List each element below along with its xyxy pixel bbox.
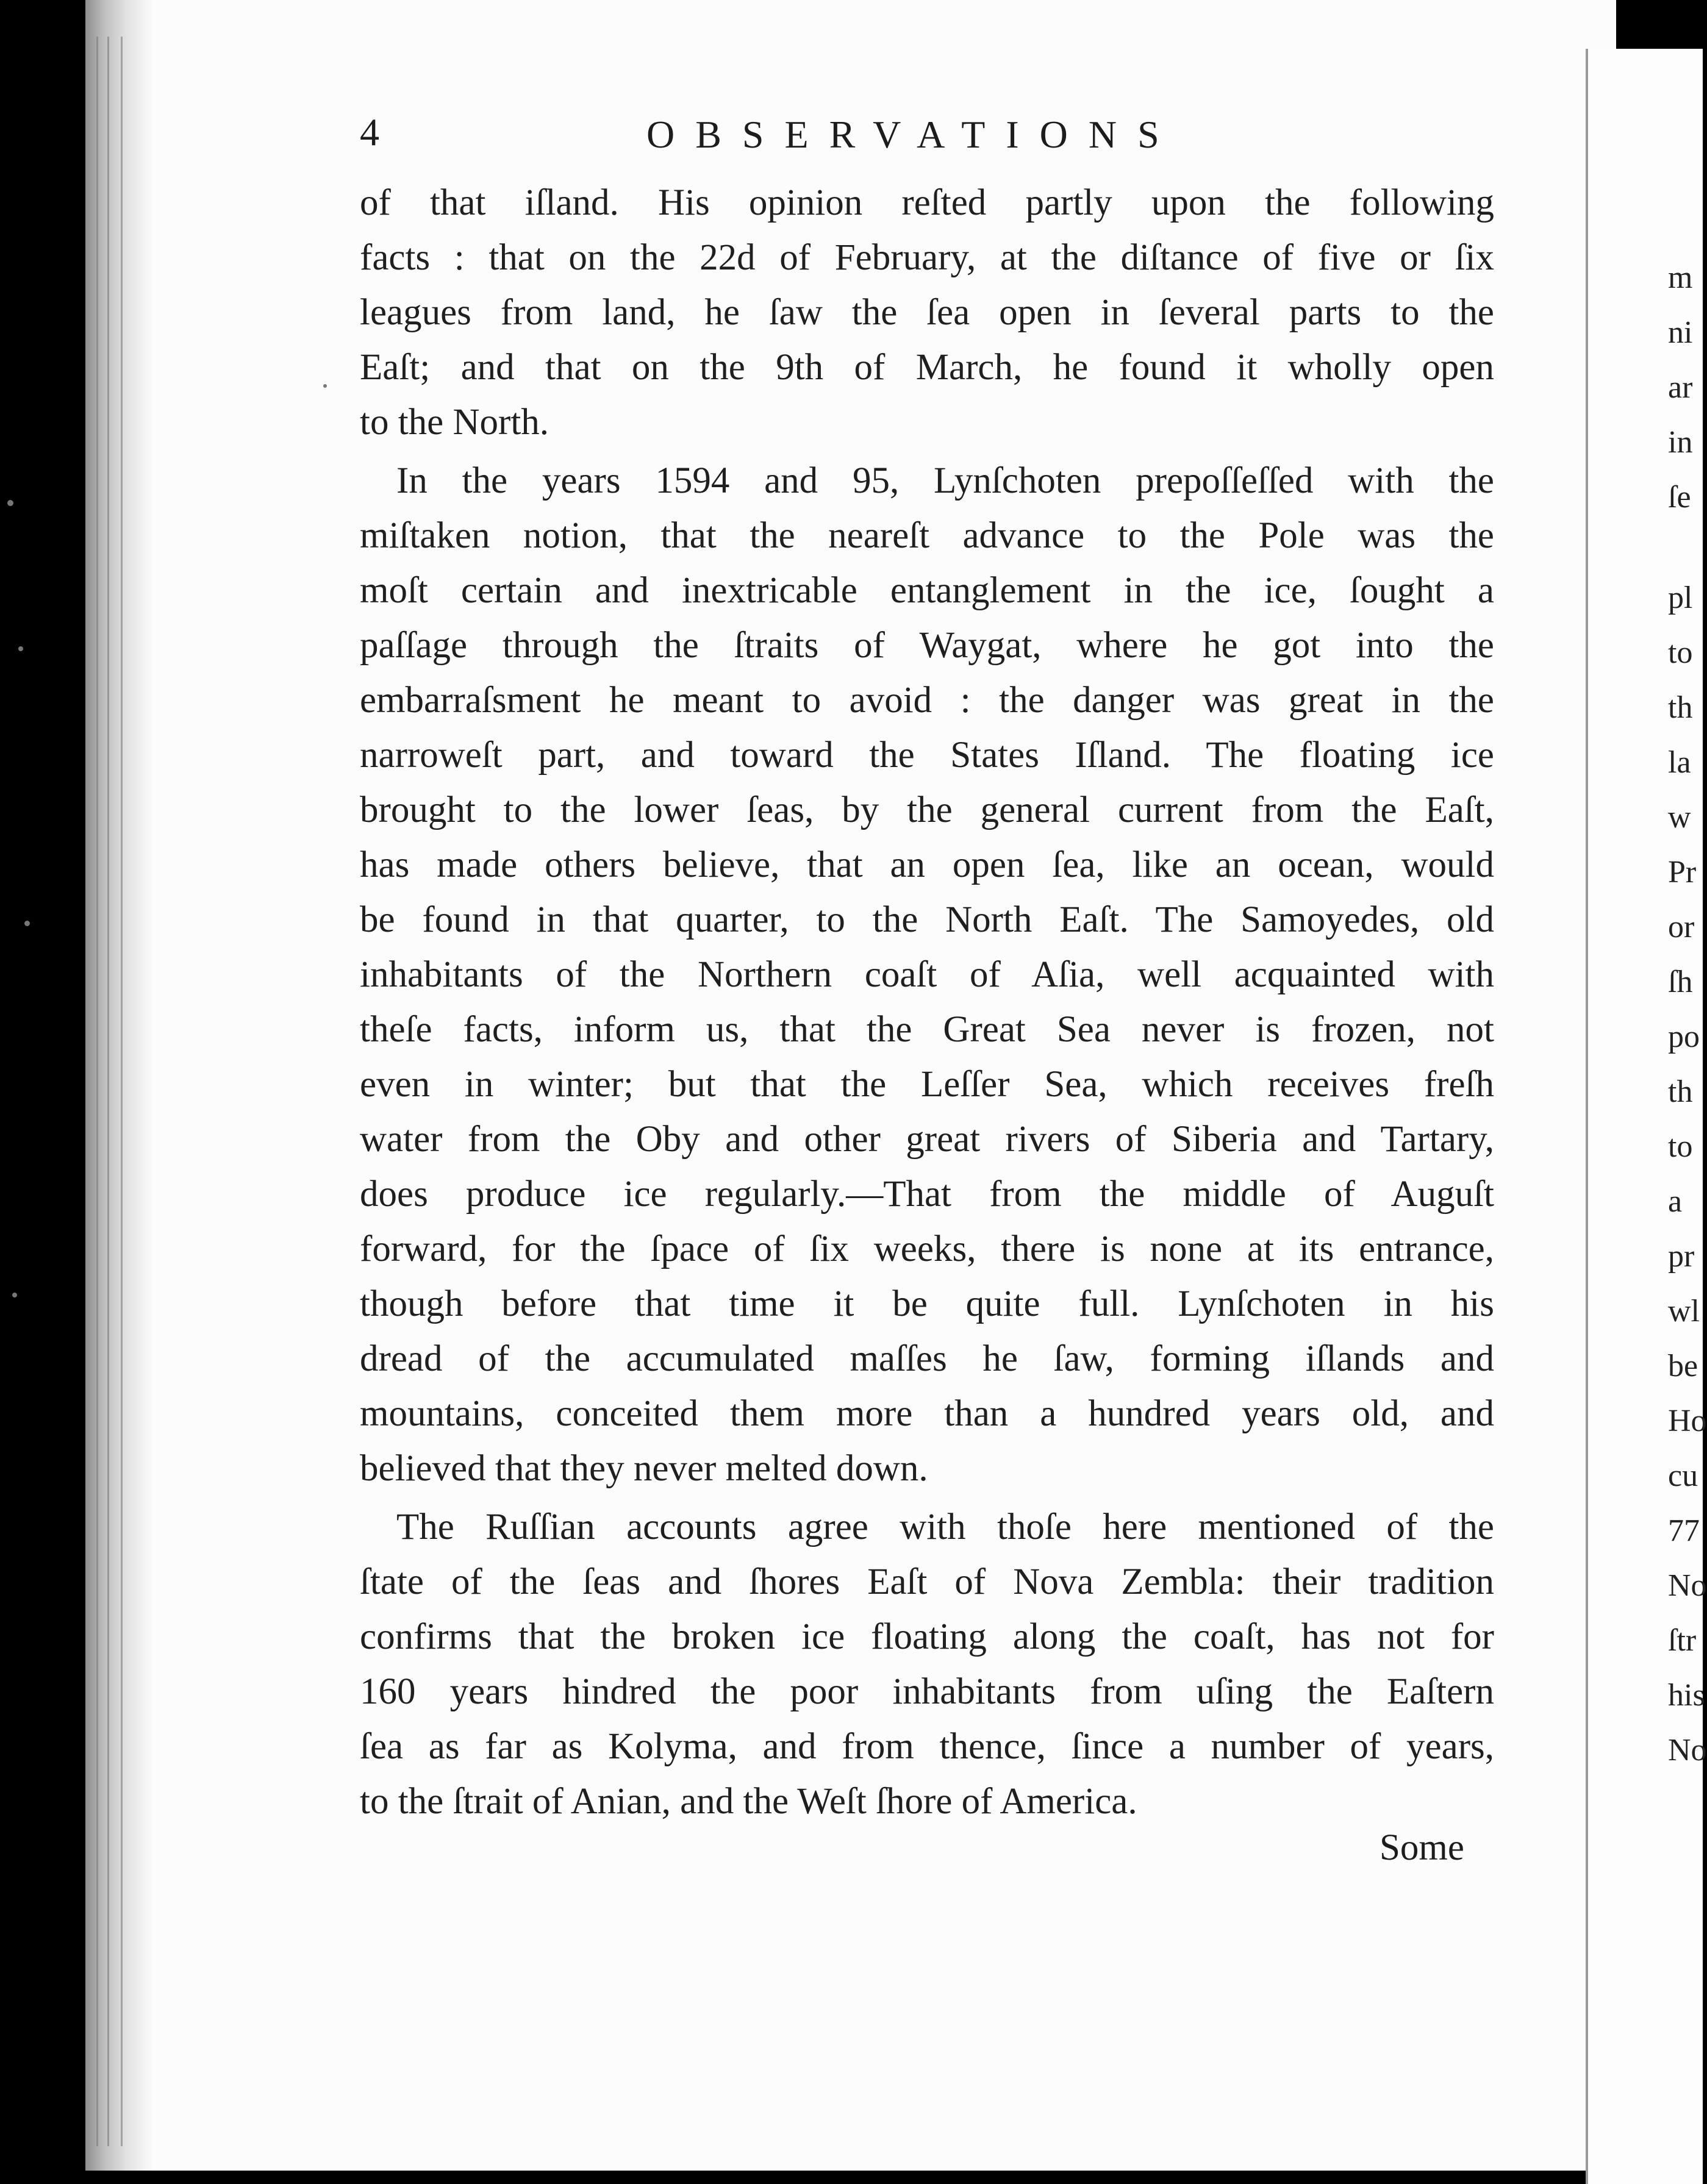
text-line: inhabitants of the Northern coaſt of Aſia, well acquainted with	[360, 954, 1494, 995]
scan-speck	[18, 646, 23, 651]
text-line: 160 years hindred the poor inhabitants from uſing the Eaſtern	[360, 1671, 1494, 1712]
next-page-fragment: m	[1668, 260, 1693, 295]
next-page-fragment: pr	[1668, 1239, 1695, 1274]
next-page-fragment: to	[1668, 1129, 1693, 1164]
page-number: 4	[360, 110, 379, 154]
next-page-fragment: his	[1668, 1678, 1705, 1713]
next-page-fragment: th	[1668, 1074, 1693, 1109]
next-page-fragment: to	[1668, 635, 1693, 670]
text-line: ſtate of the ſeas and ſhores Eaſt of Nova Zembla: their tradition	[360, 1561, 1494, 1602]
text-line: miſtaken notion, that the neareſt advance to the Pole was the	[360, 515, 1494, 556]
text-line: moſt certain and inextricable entanglement in the ice, ſought a	[360, 570, 1494, 611]
next-page-fragment: ſe	[1668, 480, 1691, 515]
next-page-fragment: th	[1668, 690, 1693, 725]
next-page-fragment: be	[1668, 1349, 1698, 1383]
text-line: to the North.	[360, 402, 549, 443]
next-page-fragment: No	[1668, 1733, 1707, 1768]
next-page-fragment: ar	[1668, 370, 1693, 405]
text-line: though before that time it be quite full. Lynſchoten in his	[360, 1283, 1494, 1324]
body-text	[360, 176, 1494, 1829]
text-line: water from the Oby and other great rivers of Siberia and Tartary,	[360, 1119, 1494, 1160]
text-line: confirms that the broken ice floating along the coaſt, has not for	[360, 1616, 1494, 1657]
running-title: OBSERVATIONS	[646, 113, 1180, 156]
text-line: narroweſt part, and toward the States Iſland. The floating ice	[360, 735, 1494, 776]
text-line: to the ſtrait of Anian, and the Weſt ſhore of America.	[360, 1781, 1137, 1822]
next-page-fragment: pl	[1668, 580, 1693, 615]
text-line: does produce ice regularly.—That from the middle of Auguſt	[360, 1174, 1494, 1215]
text-line: facts : that on the 22d of February, at the diſtance of five or ſix	[360, 237, 1494, 278]
text-line: leagues from land, he ſaw the ſea open in ſeveral parts to the	[360, 292, 1494, 333]
running-head	[360, 110, 1299, 168]
text-line: Eaſt; and that on the 9th of March, he found it wholly open	[360, 347, 1494, 388]
text-line: forward, for the ſpace of ſix weeks, there is none at its entrance,	[360, 1229, 1494, 1269]
next-page-fragment: Ho	[1668, 1404, 1707, 1438]
text-line: has made others believe, that an open ſea, like an ocean, would	[360, 844, 1494, 885]
scan-speck	[12, 1293, 17, 1297]
text-line: The Ruſſian accounts agree with thoſe here mentioned of the	[396, 1507, 1494, 1547]
text-line: ſea as far as Kolyma, and from thence, ſince a number of years,	[360, 1726, 1494, 1767]
next-page-fragment: in	[1668, 425, 1693, 460]
text-line: theſe facts, inform us, that the Great Sea never is frozen, not	[360, 1009, 1494, 1050]
scan-speck	[7, 500, 13, 506]
text-line: brought to the lower ſeas, by the general current from the Eaſt,	[360, 790, 1494, 830]
next-page-fragment: ſtr	[1668, 1623, 1697, 1658]
gutter-line	[107, 37, 109, 2146]
next-page-fragment: w	[1668, 800, 1691, 835]
scan-speck	[24, 921, 30, 926]
page-gutter	[85, 0, 152, 2171]
next-page-fragment: 77	[1668, 1513, 1700, 1548]
book-page-right-edge	[1586, 49, 1703, 2184]
text-line: of that iſland. His opinion reſted partly upon the following	[360, 182, 1494, 223]
next-page-fragment: or	[1668, 910, 1695, 944]
next-page-fragment: ni	[1668, 315, 1693, 350]
text-line: In the years 1594 and 95, Lynſchoten prepoſſeſſed with the	[396, 460, 1494, 501]
next-page-fragment: wl	[1668, 1294, 1700, 1329]
next-page-fragment: ſh	[1668, 965, 1693, 999]
text-line: mountains, conceited them more than a hundred years old, and	[360, 1393, 1494, 1434]
next-page-fragment: po	[1668, 1019, 1700, 1054]
text-line: dread of the accumulated maſſes he ſaw, forming iſlands and	[360, 1338, 1494, 1379]
next-page-fragment: a	[1668, 1184, 1683, 1219]
gutter-line	[96, 37, 98, 2146]
gutter-line	[121, 37, 123, 2146]
next-page-fragment: No	[1668, 1568, 1707, 1603]
text-line: embarraſsment he meant to avoid : the danger was great in the	[360, 680, 1494, 721]
text-line: paſſage through the ſtraits of Waygat, where he got into the	[360, 625, 1494, 666]
catchword: Some	[1380, 1827, 1464, 1868]
text-line: believed that they never melted down.	[360, 1448, 928, 1489]
text-line: even in winter; but that the Leſſer Sea, which receives freſh	[360, 1064, 1494, 1105]
next-page-fragment: la	[1668, 745, 1691, 780]
next-page-fragment: cu	[1668, 1458, 1698, 1493]
scan-speck	[323, 384, 327, 388]
next-page-fragment: Pr	[1668, 855, 1697, 890]
text-line: be found in that quarter, to the North Eaſt. The Samoyedes, old	[360, 899, 1494, 940]
